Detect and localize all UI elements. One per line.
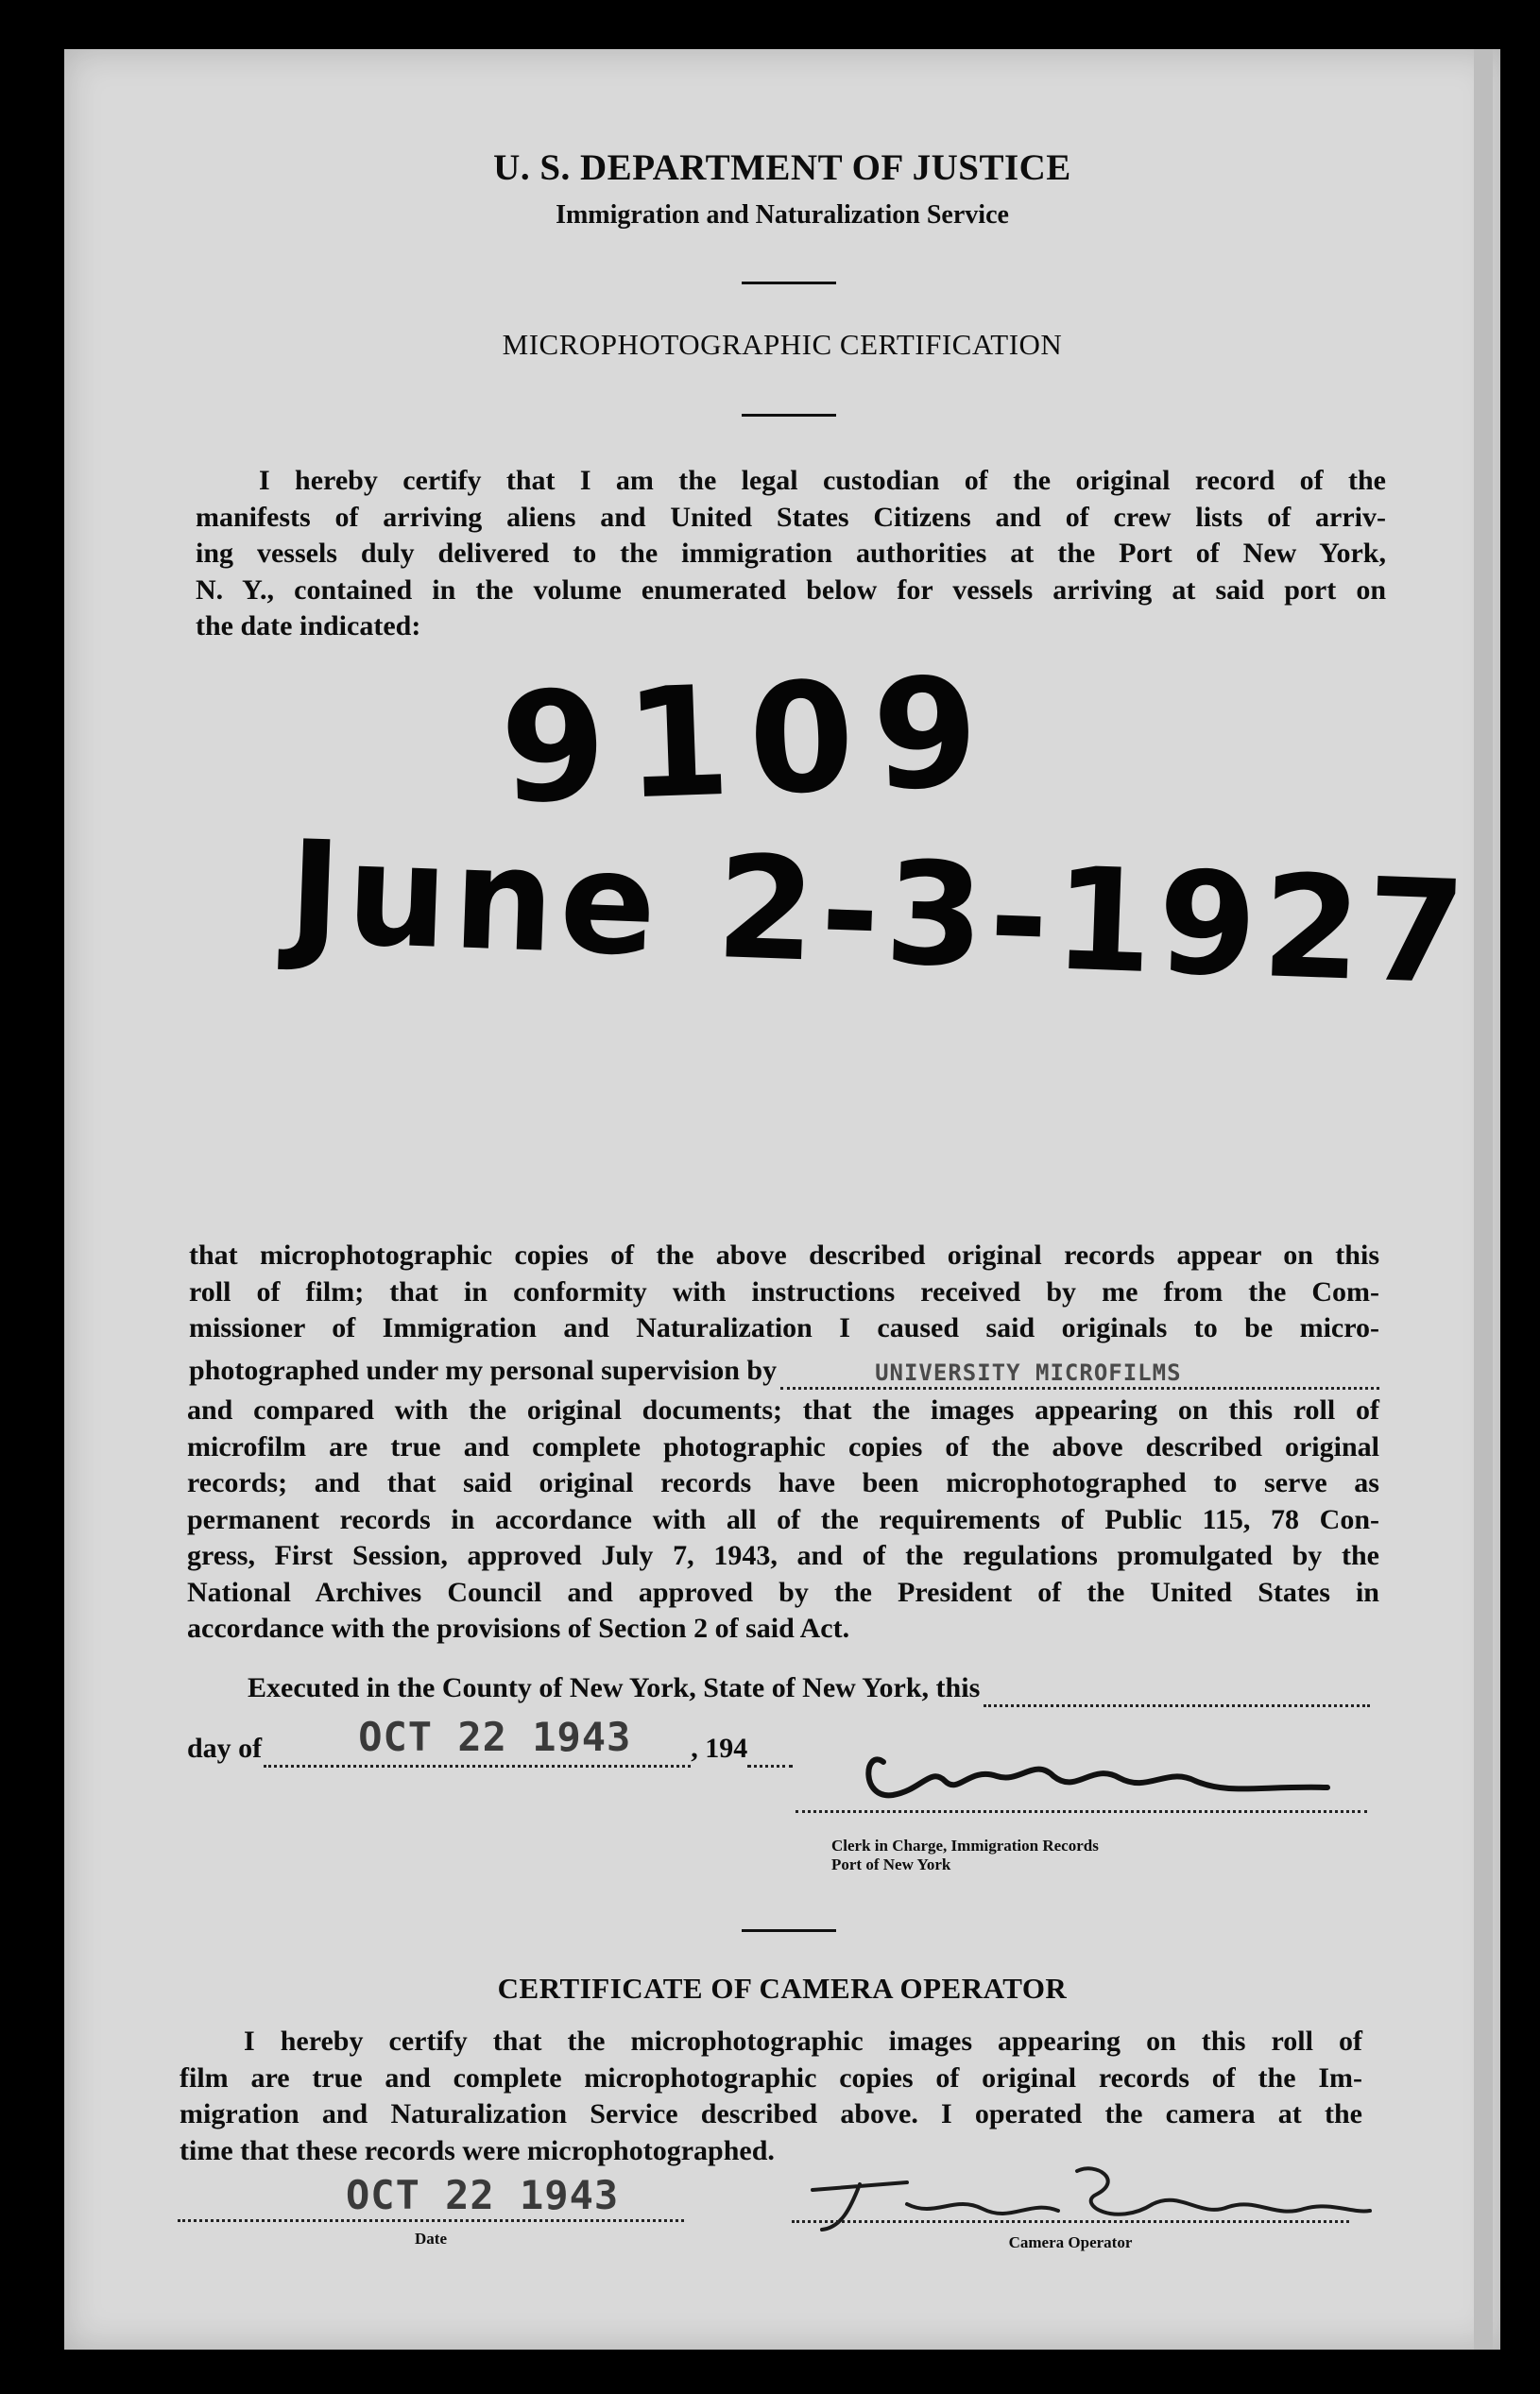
certification-paragraph-1 bbox=[196, 463, 1386, 645]
photographed-by-value: UNIVERSITY MICROFILMS bbox=[875, 1359, 1182, 1386]
paragraph-line: accordance with the provisions of Section 2 of said Act. bbox=[187, 1613, 850, 1644]
paragraph-line: ing vessels duly delivered to the immigration authorities at the Port of New York, bbox=[196, 538, 1386, 569]
photographed-by-label: photographed under my personal supervision by bbox=[189, 1355, 778, 1386]
paragraph-line: I hereby certify that the microphotographic images appearing on this roll of bbox=[244, 2026, 1362, 2057]
service-subheading: Immigration and Naturalization Service bbox=[556, 200, 1009, 230]
divider-rule bbox=[742, 282, 836, 284]
paragraph-line: roll of film; that in conformity with instructions received by me from the Com- bbox=[189, 1275, 1379, 1308]
operator-signature-line bbox=[792, 2218, 1349, 2223]
photographed-by-line bbox=[189, 1353, 1379, 1390]
operator-date-stamp: OCT 22 1943 bbox=[346, 2172, 620, 2218]
executed-line bbox=[248, 1670, 1370, 1707]
department-heading: U. S. DEPARTMENT OF JUSTICE bbox=[493, 147, 1071, 188]
paragraph-line: manifests of arriving aliens and United States Citizens and of crew lists of arriv- bbox=[196, 501, 1386, 533]
photographed-by-field bbox=[780, 1360, 1379, 1390]
day-of-line bbox=[187, 1713, 830, 1768]
executed-day-field bbox=[984, 1680, 1370, 1707]
handwritten-dates: June 2-3-1927 bbox=[285, 811, 1474, 1017]
paragraph-line: the date indicated: bbox=[196, 610, 421, 641]
day-of-field bbox=[264, 1713, 691, 1768]
camera-operator-paragraph bbox=[180, 2024, 1362, 2169]
paragraph-line: microfilm are true and complete photographic copies of the above described original bbox=[187, 1430, 1379, 1462]
date-stamp: OCT 22 1943 bbox=[358, 1713, 632, 1760]
camera-operator-title: CERTIFICATE OF CAMERA OPERATOR bbox=[497, 1972, 1068, 2005]
divider-rule bbox=[742, 414, 836, 417]
section-title: MICROPHOTOGRAPHIC CERTIFICATION bbox=[502, 328, 1063, 361]
paragraph-line: and compared with the original documents; that the images appearing on this roll of bbox=[187, 1394, 1379, 1426]
operator-signature-label: Camera Operator bbox=[1008, 2233, 1133, 2251]
clerk-title bbox=[831, 1837, 1099, 1874]
paragraph-line: gress, First Session, approved July 7, 1943, and of the regulations promulgated by the bbox=[187, 1540, 1379, 1571]
certification-paragraph-2 bbox=[189, 1238, 1379, 1347]
clerk-title-line-2: Port of New York bbox=[831, 1855, 951, 1873]
paragraph-line: missioner of Immigration and Naturalization I caused said originals to be micro- bbox=[189, 1312, 1379, 1343]
day-of-label: day of bbox=[187, 1733, 263, 1764]
year-field bbox=[747, 1740, 793, 1768]
handwritten-volume-number: 9109 bbox=[497, 642, 1001, 838]
clerk-title-line-1: Clerk in Charge, Immigration Records bbox=[831, 1837, 1099, 1855]
year-prefix: , 194 bbox=[691, 1733, 748, 1764]
operator-signature-strokes bbox=[794, 2152, 1379, 2247]
paragraph-line: film are true and complete microphotographic copies of original records of the Im- bbox=[180, 2061, 1362, 2094]
paragraph-line: National Archives Council and approved by the President of the United States in bbox=[187, 1576, 1379, 1608]
paragraph-line: time that these records were microphotographed. bbox=[180, 2134, 775, 2166]
certification-paragraph-3 bbox=[187, 1393, 1379, 1648]
operator-date-field bbox=[178, 2172, 684, 2222]
paragraph-line: permanent records in accordance with all of the requirements of Public 115, 78 Con- bbox=[187, 1503, 1379, 1535]
paragraph-line: I hereby certify that I am the legal custodian of the original record of the bbox=[259, 465, 1386, 496]
paragraph-line: records; and that said original records have been microphotographed to serve as bbox=[187, 1467, 1379, 1498]
divider-rule bbox=[742, 1929, 836, 1932]
clerk-signature-line bbox=[796, 1808, 1367, 1813]
paragraph-line: that microphotographic copies of the above described original records appear on this bbox=[189, 1240, 1379, 1271]
operator-date-label: Date bbox=[415, 2230, 447, 2248]
paragraph-line: N. Y., contained in the volume enumerated below for vessels arriving at said port on bbox=[196, 573, 1386, 606]
paragraph-line: migration and Naturalization Service described above. I operated the camera at the bbox=[180, 2098, 1362, 2129]
executed-text: Executed in the County of New York, State of New York, this bbox=[248, 1672, 981, 1703]
